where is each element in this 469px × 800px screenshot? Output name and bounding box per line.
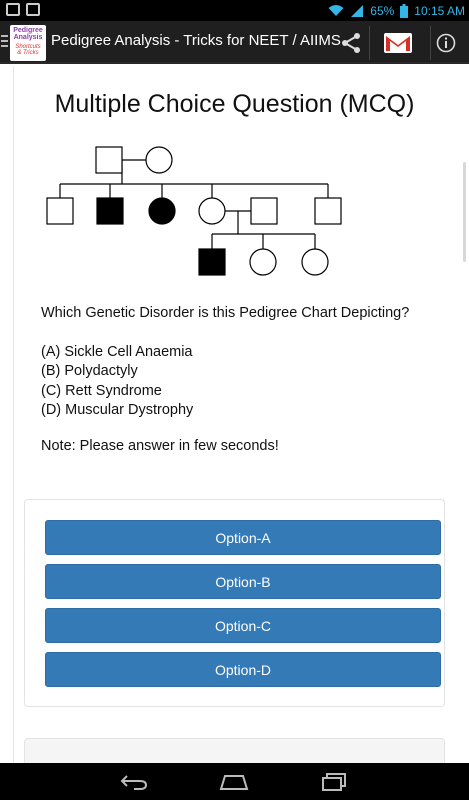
gmail-button[interactable]	[375, 26, 420, 60]
unaffected-male	[96, 147, 122, 173]
app-title: Pedigree Analysis - Tricks for NEET / AIIMS	[51, 32, 341, 49]
note-text: Note: Please answer in few seconds!	[41, 438, 279, 454]
photo-icon	[26, 3, 40, 16]
unaffected-female	[302, 249, 328, 275]
battery-icon	[400, 4, 408, 18]
unaffected-male	[315, 198, 341, 224]
footer-panel	[24, 738, 445, 763]
notification-icons	[6, 3, 40, 16]
app-logo[interactable]: Pedigree Analysis Shortcuts & Tricks	[10, 25, 46, 61]
option-text-b: (B) Polydactyly	[41, 363, 138, 380]
back-icon	[120, 774, 148, 790]
scrollbar[interactable]	[463, 162, 466, 262]
affected-female	[149, 198, 175, 224]
wifi-icon	[328, 4, 344, 17]
unaffected-male	[47, 198, 73, 224]
option-d-button[interactable]: Option-D	[45, 652, 441, 687]
unaffected-female	[250, 249, 276, 275]
clock: 10:15 AM	[414, 3, 465, 18]
recent-apps-button[interactable]	[314, 769, 354, 795]
info-icon	[436, 33, 456, 53]
option-text-c: (C) Rett Syndrome	[41, 382, 162, 399]
back-button[interactable]	[114, 769, 154, 795]
unaffected-female	[146, 147, 172, 173]
answer-panel	[24, 499, 445, 707]
options-list	[41, 343, 193, 420]
home-icon	[219, 774, 249, 790]
option-c-button[interactable]: Option-C	[45, 608, 441, 643]
divider	[13, 66, 14, 763]
option-text-d: (D) Muscular Dystrophy	[41, 401, 194, 418]
action-bar	[0, 21, 469, 64]
pedigree-chart	[40, 141, 360, 281]
share-button[interactable]	[332, 26, 370, 60]
signal-icon	[350, 4, 364, 18]
option-b-button[interactable]: Option-B	[45, 564, 441, 599]
page-title: Multiple Choice Question (MCQ)	[54, 90, 415, 118]
home-button[interactable]	[214, 769, 254, 795]
status-bar	[0, 0, 469, 21]
unaffected-male	[251, 198, 277, 224]
unaffected-female	[199, 198, 225, 224]
question-text: Which Genetic Disorder is this Pedigree Chart Depicting?	[41, 305, 410, 321]
content-area[interactable]	[0, 66, 469, 763]
menu-icon[interactable]	[1, 35, 8, 49]
image-icon	[6, 3, 20, 16]
navigation-bar	[0, 763, 469, 800]
affected-male	[199, 249, 225, 275]
gmail-icon	[384, 33, 412, 53]
option-a-button[interactable]: Option-A	[45, 520, 441, 555]
battery-percent: 65%	[370, 3, 395, 18]
affected-male	[97, 198, 123, 224]
info-button[interactable]	[430, 26, 460, 60]
recent-apps-icon	[321, 773, 347, 791]
share-icon	[340, 32, 362, 54]
system-icons	[328, 0, 465, 21]
option-text-a: (A) Sickle Cell Anaemia	[41, 344, 193, 360]
